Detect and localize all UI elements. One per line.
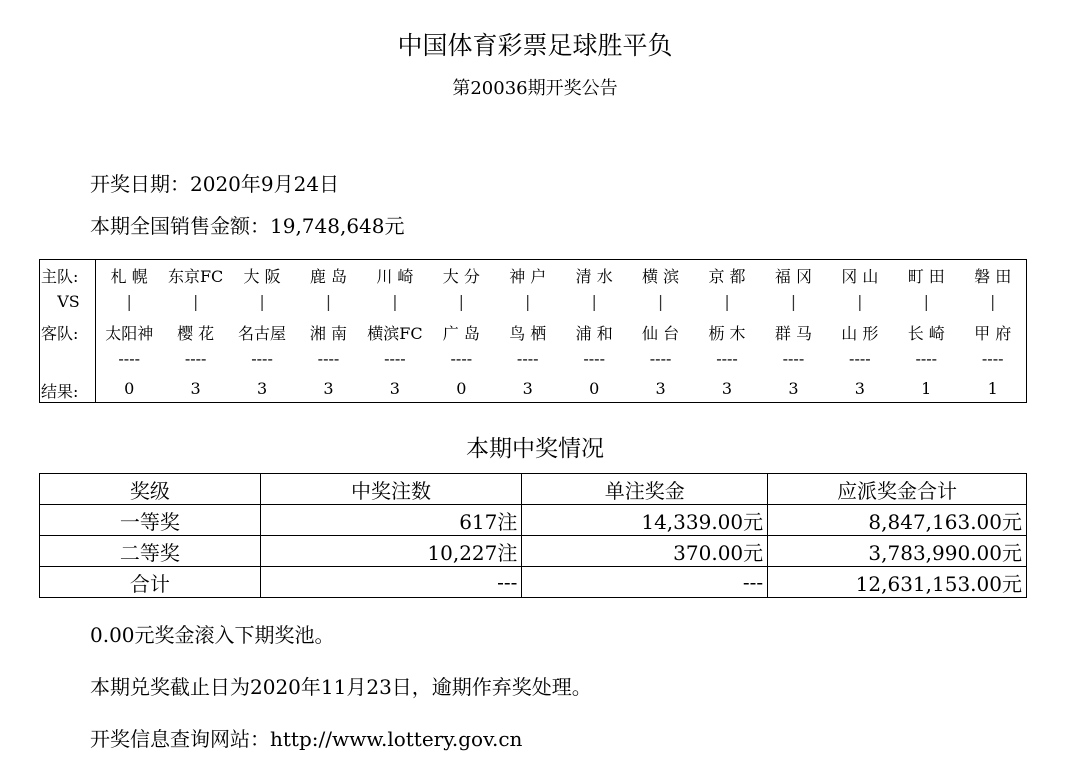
match-result: 3	[323, 379, 334, 398]
home-team: 东京FC	[167, 267, 224, 286]
away-team: 枥 木	[708, 324, 746, 343]
match-result: 3	[788, 379, 799, 398]
match-column	[760, 260, 826, 402]
prize-header-row	[40, 474, 1027, 505]
home-team: 京 都	[708, 267, 746, 286]
match-column	[959, 260, 1025, 402]
home-team: 大 阪	[243, 267, 281, 286]
prize-level: 二等奖	[40, 536, 261, 567]
vs-divider: |	[392, 292, 398, 311]
home-team: 札 幌	[110, 267, 148, 286]
separator: ----	[450, 349, 473, 368]
winner-count: 617注	[260, 505, 522, 536]
prize-table	[39, 473, 1027, 598]
away-team: 长 崎	[907, 324, 945, 343]
home-team: 磐 田	[974, 267, 1012, 286]
match-result: 3	[389, 379, 400, 398]
table-row	[40, 536, 1027, 567]
match-result: 0	[456, 379, 467, 398]
home-team: 町 田	[907, 267, 945, 286]
separator: ----	[384, 349, 406, 368]
separator: ----	[649, 349, 672, 368]
home-team: 横 滨	[642, 267, 680, 286]
draw-date: 开奖日期：2020年9月24日	[90, 172, 340, 196]
home-team: 冈 山	[841, 267, 879, 286]
table-row	[40, 567, 1027, 598]
match-result: 1	[987, 379, 998, 398]
vs-divider: |	[790, 292, 797, 311]
rollover-note: 0.00元奖金滚入下期奖池。	[90, 623, 335, 647]
match-column	[627, 260, 693, 402]
match-column	[96, 260, 162, 402]
away-team: 浦 和	[575, 324, 613, 343]
vs-divider: |	[192, 292, 199, 311]
total-prize: 3,783,990.00元	[768, 536, 1027, 567]
match-result: 1	[921, 379, 932, 398]
vs-divider: |	[923, 292, 929, 311]
separator: ----	[516, 349, 539, 368]
vs-divider: |	[857, 292, 863, 311]
away-team: 山 形	[841, 324, 879, 343]
separator: ----	[184, 349, 207, 368]
away-team: 鸟 栖	[509, 324, 547, 343]
match-column	[295, 260, 361, 402]
separator: ----	[716, 349, 738, 368]
table-row	[40, 505, 1027, 536]
match-result: 3	[256, 379, 268, 398]
home-team: 清 水	[575, 267, 613, 286]
match-result: 3	[854, 379, 865, 398]
result-label: 结果:	[41, 382, 79, 401]
away-team: 甲 府	[974, 324, 1012, 343]
match-column	[229, 260, 295, 402]
match-result: 0	[124, 379, 135, 398]
vs-divider: |	[325, 292, 332, 311]
winner-count: ---	[260, 567, 522, 598]
away-team: 名古屋	[238, 324, 287, 343]
match-column	[495, 260, 561, 402]
header-per-prize: 单注奖金	[522, 474, 768, 505]
home-label: 主队:	[41, 267, 79, 286]
page-subtitle: 第20036期开奖公告	[452, 78, 618, 99]
vs-divider: |	[259, 292, 265, 311]
away-team: 樱 花	[177, 324, 215, 343]
match-column	[827, 260, 893, 402]
separator: ----	[317, 349, 340, 368]
vs-divider: |	[126, 292, 132, 311]
home-team: 川 崎	[376, 267, 414, 286]
website-note: 开奖信息查询网站：http://www.lottery.gov.cn	[90, 727, 523, 751]
home-team: 鹿 岛	[309, 267, 348, 286]
match-columns	[96, 260, 1026, 402]
vs-divider: |	[657, 292, 664, 311]
winner-count: 10,227注	[260, 536, 522, 567]
home-team: 福 冈	[774, 267, 812, 286]
header-winners: 中奖注数	[260, 474, 522, 505]
match-result: 0	[589, 379, 600, 398]
separator: ----	[118, 349, 141, 368]
away-team: 横滨FC	[367, 324, 423, 343]
away-team: 湘 南	[309, 324, 348, 343]
per-prize: 370.00元	[522, 536, 768, 567]
per-prize: ---	[522, 567, 768, 598]
total-prize: 8,847,163.00元	[768, 505, 1027, 536]
sales-amount: 本期全国销售金额：19,748,648元	[90, 214, 405, 238]
match-column	[893, 260, 959, 402]
page-title: 中国体育彩票足球胜平负	[397, 31, 673, 60]
separator: ----	[849, 349, 871, 368]
separator: ----	[583, 349, 605, 368]
match-result: 3	[190, 379, 201, 398]
match-column	[162, 260, 228, 402]
vs-divider: |	[724, 292, 730, 311]
header-total: 应派奖金合计	[768, 474, 1027, 505]
match-result: 3	[655, 379, 666, 398]
away-team: 太阳神	[105, 324, 154, 343]
match-column	[694, 260, 760, 402]
match-result: 3	[721, 379, 733, 398]
away-team: 群 马	[774, 324, 812, 343]
separator: ----	[915, 349, 938, 368]
match-table	[39, 259, 1027, 403]
match-column	[362, 260, 428, 402]
vs-label: VS	[57, 292, 80, 311]
deadline-note: 本期兑奖截止日为2020年11月23日，逾期作弃奖处理。	[90, 675, 592, 699]
match-column	[561, 260, 627, 402]
separator: ----	[981, 349, 1004, 368]
vs-divider: |	[990, 292, 996, 311]
header-level: 奖级	[40, 474, 261, 505]
per-prize: 14,339.00元	[522, 505, 768, 536]
match-result: 3	[522, 379, 533, 398]
vs-divider: |	[591, 292, 597, 311]
prize-section-title: 本期中奖情况	[466, 436, 604, 462]
separator: ----	[782, 349, 805, 368]
prize-level: 一等奖	[40, 505, 261, 536]
home-team: 神 户	[509, 267, 547, 286]
home-team: 大 分	[442, 267, 480, 286]
away-team: 仙 台	[642, 324, 680, 343]
match-column	[428, 260, 494, 402]
separator: ----	[251, 349, 273, 368]
away-label: 客队:	[41, 324, 79, 343]
prize-level: 合计	[40, 567, 261, 598]
vs-divider: |	[525, 292, 531, 311]
away-team: 广 岛	[442, 324, 480, 343]
vs-divider: |	[458, 292, 465, 311]
total-prize: 12,631,153.00元	[768, 567, 1027, 598]
match-row-labels	[40, 260, 96, 402]
